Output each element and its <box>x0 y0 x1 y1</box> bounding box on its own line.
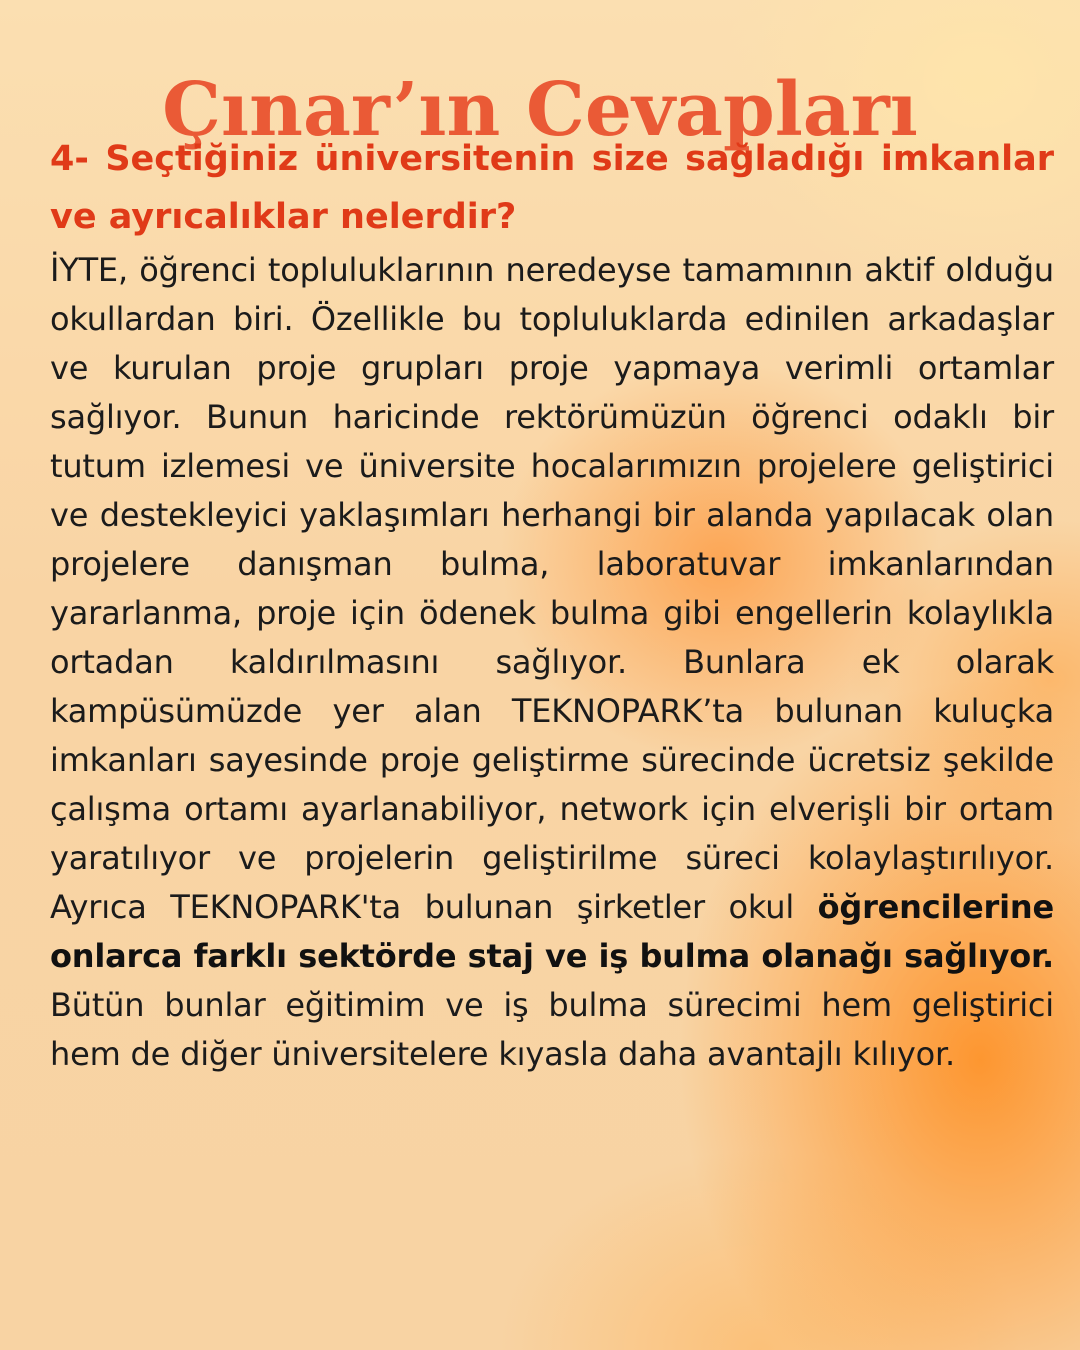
question-heading: 4- Seçtiğiniz üniversitenin size sağladığı imkanlar ve ayrıcalıklar nelerdir? <box>50 139 1054 237</box>
content-block <box>50 130 1054 1079</box>
answer-paragraph <box>50 246 1054 1079</box>
answer-highlight: öğrencilerine onlarca farklı sektörde staj ve iş bulma olanağı sağlıyor. <box>50 888 1054 975</box>
answer-text-intro: İYTE, öğrenci topluluklarının neredeyse tamamının aktif olduğu okullardan biri. Özellikle bu topluluklarda edinilen arkadaşlar ve kurulan proje grupları proje yapmaya verimli ortamlar sağlıyor. Bunun haricinde rektörümüzün öğrenci odaklı bir tutum izlemesi ve üniversite hocalarımızın projelere geliştirici ve destekleyici yaklaşımları herhangi bir alanda yapılacak olan projelere danışman bulma, laboratuvar imkanlarından yararlanma, proje için ödenek bulma gibi engellerin kolaylıkla ortadan kaldırılmasını sağlıyor. Bunlara ek olarak kampüsümüzde yer alan TEKNOPARK’ta bulunan kuluçka imkanları sayesinde proje geliştirme sürecinde ücretsiz şekilde çalışma ortamı ayarlanabiliyor, network için elverişli bir ortam yaratılıyor ve projelerin geliştirilme süreci kolaylaştırılıyor. Ayrıca TEKNOPARK'ta bulunan şirketler okul <box>50 251 1054 926</box>
answer-text-conclusion: Bütün bunlar eğitimim ve iş bulma sürecimi hem geliştirici hem de diğer üniversitelere kıyasla daha avantajlı kılıyor. <box>50 986 1054 1073</box>
page-title: Çınar’ın Cevapları <box>162 66 918 153</box>
